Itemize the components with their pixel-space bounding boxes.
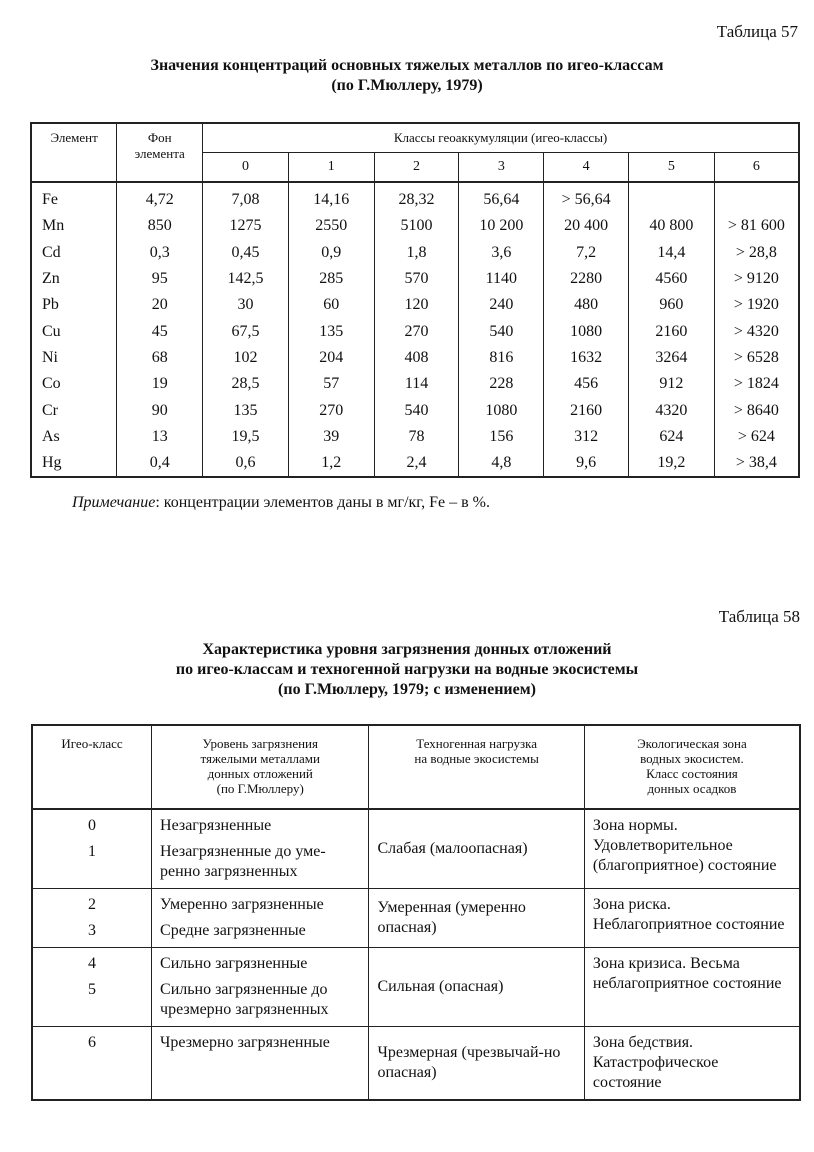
pollution-level-cell: [152, 1027, 369, 1101]
class-value-cell: 20 400: [544, 213, 629, 239]
class-value-cell: > 624: [714, 424, 799, 450]
element-cell: As: [31, 424, 117, 450]
table-58-title-line1: Характеристика уровня загрязнения донных отложений: [202, 641, 612, 658]
technogenic-load-cell: Умеренная (умеренно опасная): [369, 889, 584, 948]
pollution-level-cell: [152, 948, 369, 1027]
class-value-cell: 135: [288, 318, 374, 344]
class-value-cell: 1080: [544, 318, 629, 344]
header-class-0: 0: [203, 153, 289, 183]
class-value-cell: 570: [374, 266, 459, 292]
table-row: [32, 809, 800, 889]
class-value-cell: 912: [628, 371, 714, 397]
class-value-cell: 240: [459, 292, 544, 318]
igeo-class-cell: [32, 809, 152, 889]
background-cell: 20: [117, 292, 203, 318]
table-58-title-line2: по игео-классам и техногенной нагрузки на водные экосистемы: [175, 661, 639, 678]
element-cell: Fe: [31, 182, 117, 213]
header-line: Экологическая зона: [637, 736, 747, 751]
background-cell: 13: [117, 424, 203, 450]
background-cell: 19: [117, 371, 203, 397]
igeo-class-number: 0: [88, 817, 96, 834]
class-value-cell: 816: [459, 345, 544, 371]
table-row: [31, 397, 799, 423]
ecological-zone-cell: Зона бедствия. Катастрофическое состояние: [584, 1027, 800, 1101]
igeo-class-cell: [32, 889, 152, 948]
header-class-5: 5: [628, 153, 714, 183]
class-value-cell: 56,64: [459, 182, 544, 213]
igeo-class-number: 1: [88, 843, 96, 860]
class-value-cell: [714, 182, 799, 213]
class-value-cell: 4320: [628, 397, 714, 423]
class-value-cell: 480: [544, 292, 629, 318]
note-text: : концентрации элементов даны в мг/кг, Fe – в %.: [155, 494, 490, 511]
pollution-level-text: Незагрязненные: [160, 817, 272, 834]
class-value-cell: 540: [459, 318, 544, 344]
class-value-cell: 4560: [628, 266, 714, 292]
class-value-cell: > 28,8: [714, 240, 799, 266]
pollution-level-text: Средне загрязненные: [160, 922, 306, 939]
class-value-cell: 4,8: [459, 450, 544, 477]
table-57-title-line2: (по Г.Мюллеру, 1979): [331, 77, 483, 94]
class-value-cell: 3264: [628, 345, 714, 371]
class-value-cell: 14,16: [288, 182, 374, 213]
element-cell: Co: [31, 371, 117, 397]
header-igeo-class: Игео-класс: [32, 725, 152, 809]
table-57-title: [0, 56, 814, 96]
igeo-class-number: 2: [88, 896, 96, 913]
element-cell: Cr: [31, 397, 117, 423]
header-line: тяжелыми металлами: [200, 751, 320, 766]
pollution-level-text: Незагрязненные до уме-ренно загрязненных: [160, 843, 326, 880]
element-cell: Zn: [31, 266, 117, 292]
technogenic-load-cell: Чрезмерная (чрезвычай-но опасная): [369, 1027, 584, 1101]
header-line: Уровень загрязнения: [202, 736, 318, 751]
class-value-cell: 312: [544, 424, 629, 450]
header-ecological-zone: [584, 725, 800, 809]
class-value-cell: 3,6: [459, 240, 544, 266]
table-row: [31, 292, 799, 318]
class-value-cell: 19,5: [203, 424, 289, 450]
class-value-cell: 2280: [544, 266, 629, 292]
class-value-cell: 5100: [374, 213, 459, 239]
class-value-cell: 2,4: [374, 450, 459, 477]
igeo-class-number: 6: [88, 1034, 96, 1051]
class-value-cell: 285: [288, 266, 374, 292]
class-value-cell: 114: [374, 371, 459, 397]
class-value-cell: 14,4: [628, 240, 714, 266]
background-cell: 68: [117, 345, 203, 371]
class-value-cell: 10 200: [459, 213, 544, 239]
header-line: донных осадков: [647, 781, 737, 796]
header-class-4: 4: [544, 153, 629, 183]
table-row: [31, 240, 799, 266]
pollution-level-text: Умеренно загрязненные: [160, 896, 324, 913]
class-value-cell: 1275: [203, 213, 289, 239]
igeo-class-number: 3: [88, 922, 96, 939]
class-value-cell: 142,5: [203, 266, 289, 292]
table-row: [31, 371, 799, 397]
header-line: донных отложений: [207, 766, 313, 781]
background-cell: 45: [117, 318, 203, 344]
table-row: [31, 182, 799, 213]
table-row: [31, 345, 799, 371]
class-value-cell: 67,5: [203, 318, 289, 344]
header-background-line1: Фон: [147, 130, 172, 145]
class-value-cell: 120: [374, 292, 459, 318]
header-class-1: 1: [288, 153, 374, 183]
background-cell: 850: [117, 213, 203, 239]
class-value-cell: 57: [288, 371, 374, 397]
ecological-zone-cell: Зона кризиса. Весьма неблагоприятное состояние: [584, 948, 800, 1027]
header-class-3: 3: [459, 153, 544, 183]
pollution-level-text: Сильно загрязненные до чрезмерно загрязненных: [160, 981, 329, 1018]
table-57-number: Таблица 57: [716, 22, 798, 41]
class-value-cell: 204: [288, 345, 374, 371]
element-cell: Ni: [31, 345, 117, 371]
igeo-class-number: 4: [88, 955, 96, 972]
header-classes: Классы геоаккумуляции (игео-классы): [203, 123, 799, 153]
class-value-cell: > 1920: [714, 292, 799, 318]
class-value-cell: 9,6: [544, 450, 629, 477]
table-58-title: [0, 640, 814, 700]
element-cell: Cd: [31, 240, 117, 266]
table-row: [31, 213, 799, 239]
class-value-cell: > 8640: [714, 397, 799, 423]
technogenic-load-cell: Сильная (опасная): [369, 948, 584, 1027]
class-value-cell: 102: [203, 345, 289, 371]
class-value-cell: 156: [459, 424, 544, 450]
note-label: Примечание: [72, 494, 156, 511]
class-value-cell: 0,9: [288, 240, 374, 266]
background-cell: 0,3: [117, 240, 203, 266]
table-57-note: [72, 494, 490, 512]
header-line: Техногенная нагрузка: [416, 736, 538, 751]
background-cell: 4,72: [117, 182, 203, 213]
header-element: Элемент: [31, 123, 117, 182]
igeo-class-cell: [32, 948, 152, 1027]
header-pollution-level: [152, 725, 369, 809]
table-57-title-line1: Значения концентраций основных тяжелых металлов по игео-классам: [150, 57, 664, 74]
header-line: Класс состояния: [646, 766, 738, 781]
header-background: [117, 123, 203, 182]
class-value-cell: 0,45: [203, 240, 289, 266]
class-value-cell: > 81 600: [714, 213, 799, 239]
table-58-number: Таблица 58: [718, 607, 800, 626]
pollution-level-text: Сильно загрязненные: [160, 955, 308, 972]
class-value-cell: 540: [374, 397, 459, 423]
class-value-cell: 408: [374, 345, 459, 371]
pollution-level-text: Чрезмерно загрязненные: [160, 1034, 330, 1051]
header-line: водных экосистем.: [640, 751, 744, 766]
table-row: [32, 1027, 800, 1101]
class-value-cell: 2550: [288, 213, 374, 239]
technogenic-load-cell: Слабая (малоопасная): [369, 809, 584, 889]
class-value-cell: 228: [459, 371, 544, 397]
table-row: [31, 450, 799, 477]
class-value-cell: 30: [203, 292, 289, 318]
pollution-level-cell: [152, 889, 369, 948]
class-value-cell: 1140: [459, 266, 544, 292]
class-value-cell: 624: [628, 424, 714, 450]
class-value-cell: 135: [203, 397, 289, 423]
heavy-metals-table: [30, 122, 800, 478]
ecological-zone-cell: Зона нормы. Удовлетворительное (благоприятное) состояние: [584, 809, 800, 889]
class-value-cell: 960: [628, 292, 714, 318]
table-row: [31, 266, 799, 292]
class-value-cell: [628, 182, 714, 213]
class-value-cell: 19,2: [628, 450, 714, 477]
class-value-cell: 2160: [628, 318, 714, 344]
table-58-title-line3: (по Г.Мюллеру, 1979; с изменением): [278, 681, 536, 698]
class-value-cell: 270: [288, 397, 374, 423]
header-technogenic-load: [369, 725, 584, 809]
class-value-cell: 0,6: [203, 450, 289, 477]
class-value-cell: 270: [374, 318, 459, 344]
class-value-cell: > 38,4: [714, 450, 799, 477]
class-value-cell: 78: [374, 424, 459, 450]
class-value-cell: 1,8: [374, 240, 459, 266]
table-row: [31, 424, 799, 450]
ecological-zone-cell: Зона риска. Неблагоприятное состояние: [584, 889, 800, 948]
class-value-cell: 7,08: [203, 182, 289, 213]
class-value-cell: 1632: [544, 345, 629, 371]
class-value-cell: 7,2: [544, 240, 629, 266]
header-line: на водные экосистемы: [414, 751, 539, 766]
class-value-cell: > 56,64: [544, 182, 629, 213]
table-row: [32, 948, 800, 1027]
pollution-level-cell: [152, 809, 369, 889]
class-value-cell: 28,5: [203, 371, 289, 397]
table-row: [31, 318, 799, 344]
background-cell: 95: [117, 266, 203, 292]
class-value-cell: 40 800: [628, 213, 714, 239]
igeo-class-number: 5: [88, 981, 96, 998]
pollution-level-table: [31, 724, 801, 1101]
class-value-cell: 39: [288, 424, 374, 450]
header-class-6: 6: [714, 153, 799, 183]
table-row: [32, 889, 800, 948]
class-value-cell: 60: [288, 292, 374, 318]
class-value-cell: > 4320: [714, 318, 799, 344]
class-value-cell: 28,32: [374, 182, 459, 213]
class-value-cell: 2160: [544, 397, 629, 423]
element-cell: Mn: [31, 213, 117, 239]
element-cell: Hg: [31, 450, 117, 477]
element-cell: Cu: [31, 318, 117, 344]
class-value-cell: 1,2: [288, 450, 374, 477]
class-value-cell: 456: [544, 371, 629, 397]
header-background-line2: элемента: [134, 146, 185, 161]
header-class-2: 2: [374, 153, 459, 183]
class-value-cell: > 1824: [714, 371, 799, 397]
class-value-cell: > 6528: [714, 345, 799, 371]
element-cell: Pb: [31, 292, 117, 318]
header-line: (по Г.Мюллеру): [216, 781, 304, 796]
class-value-cell: > 9120: [714, 266, 799, 292]
igeo-class-cell: [32, 1027, 152, 1101]
background-cell: 90: [117, 397, 203, 423]
class-value-cell: 1080: [459, 397, 544, 423]
background-cell: 0,4: [117, 450, 203, 477]
